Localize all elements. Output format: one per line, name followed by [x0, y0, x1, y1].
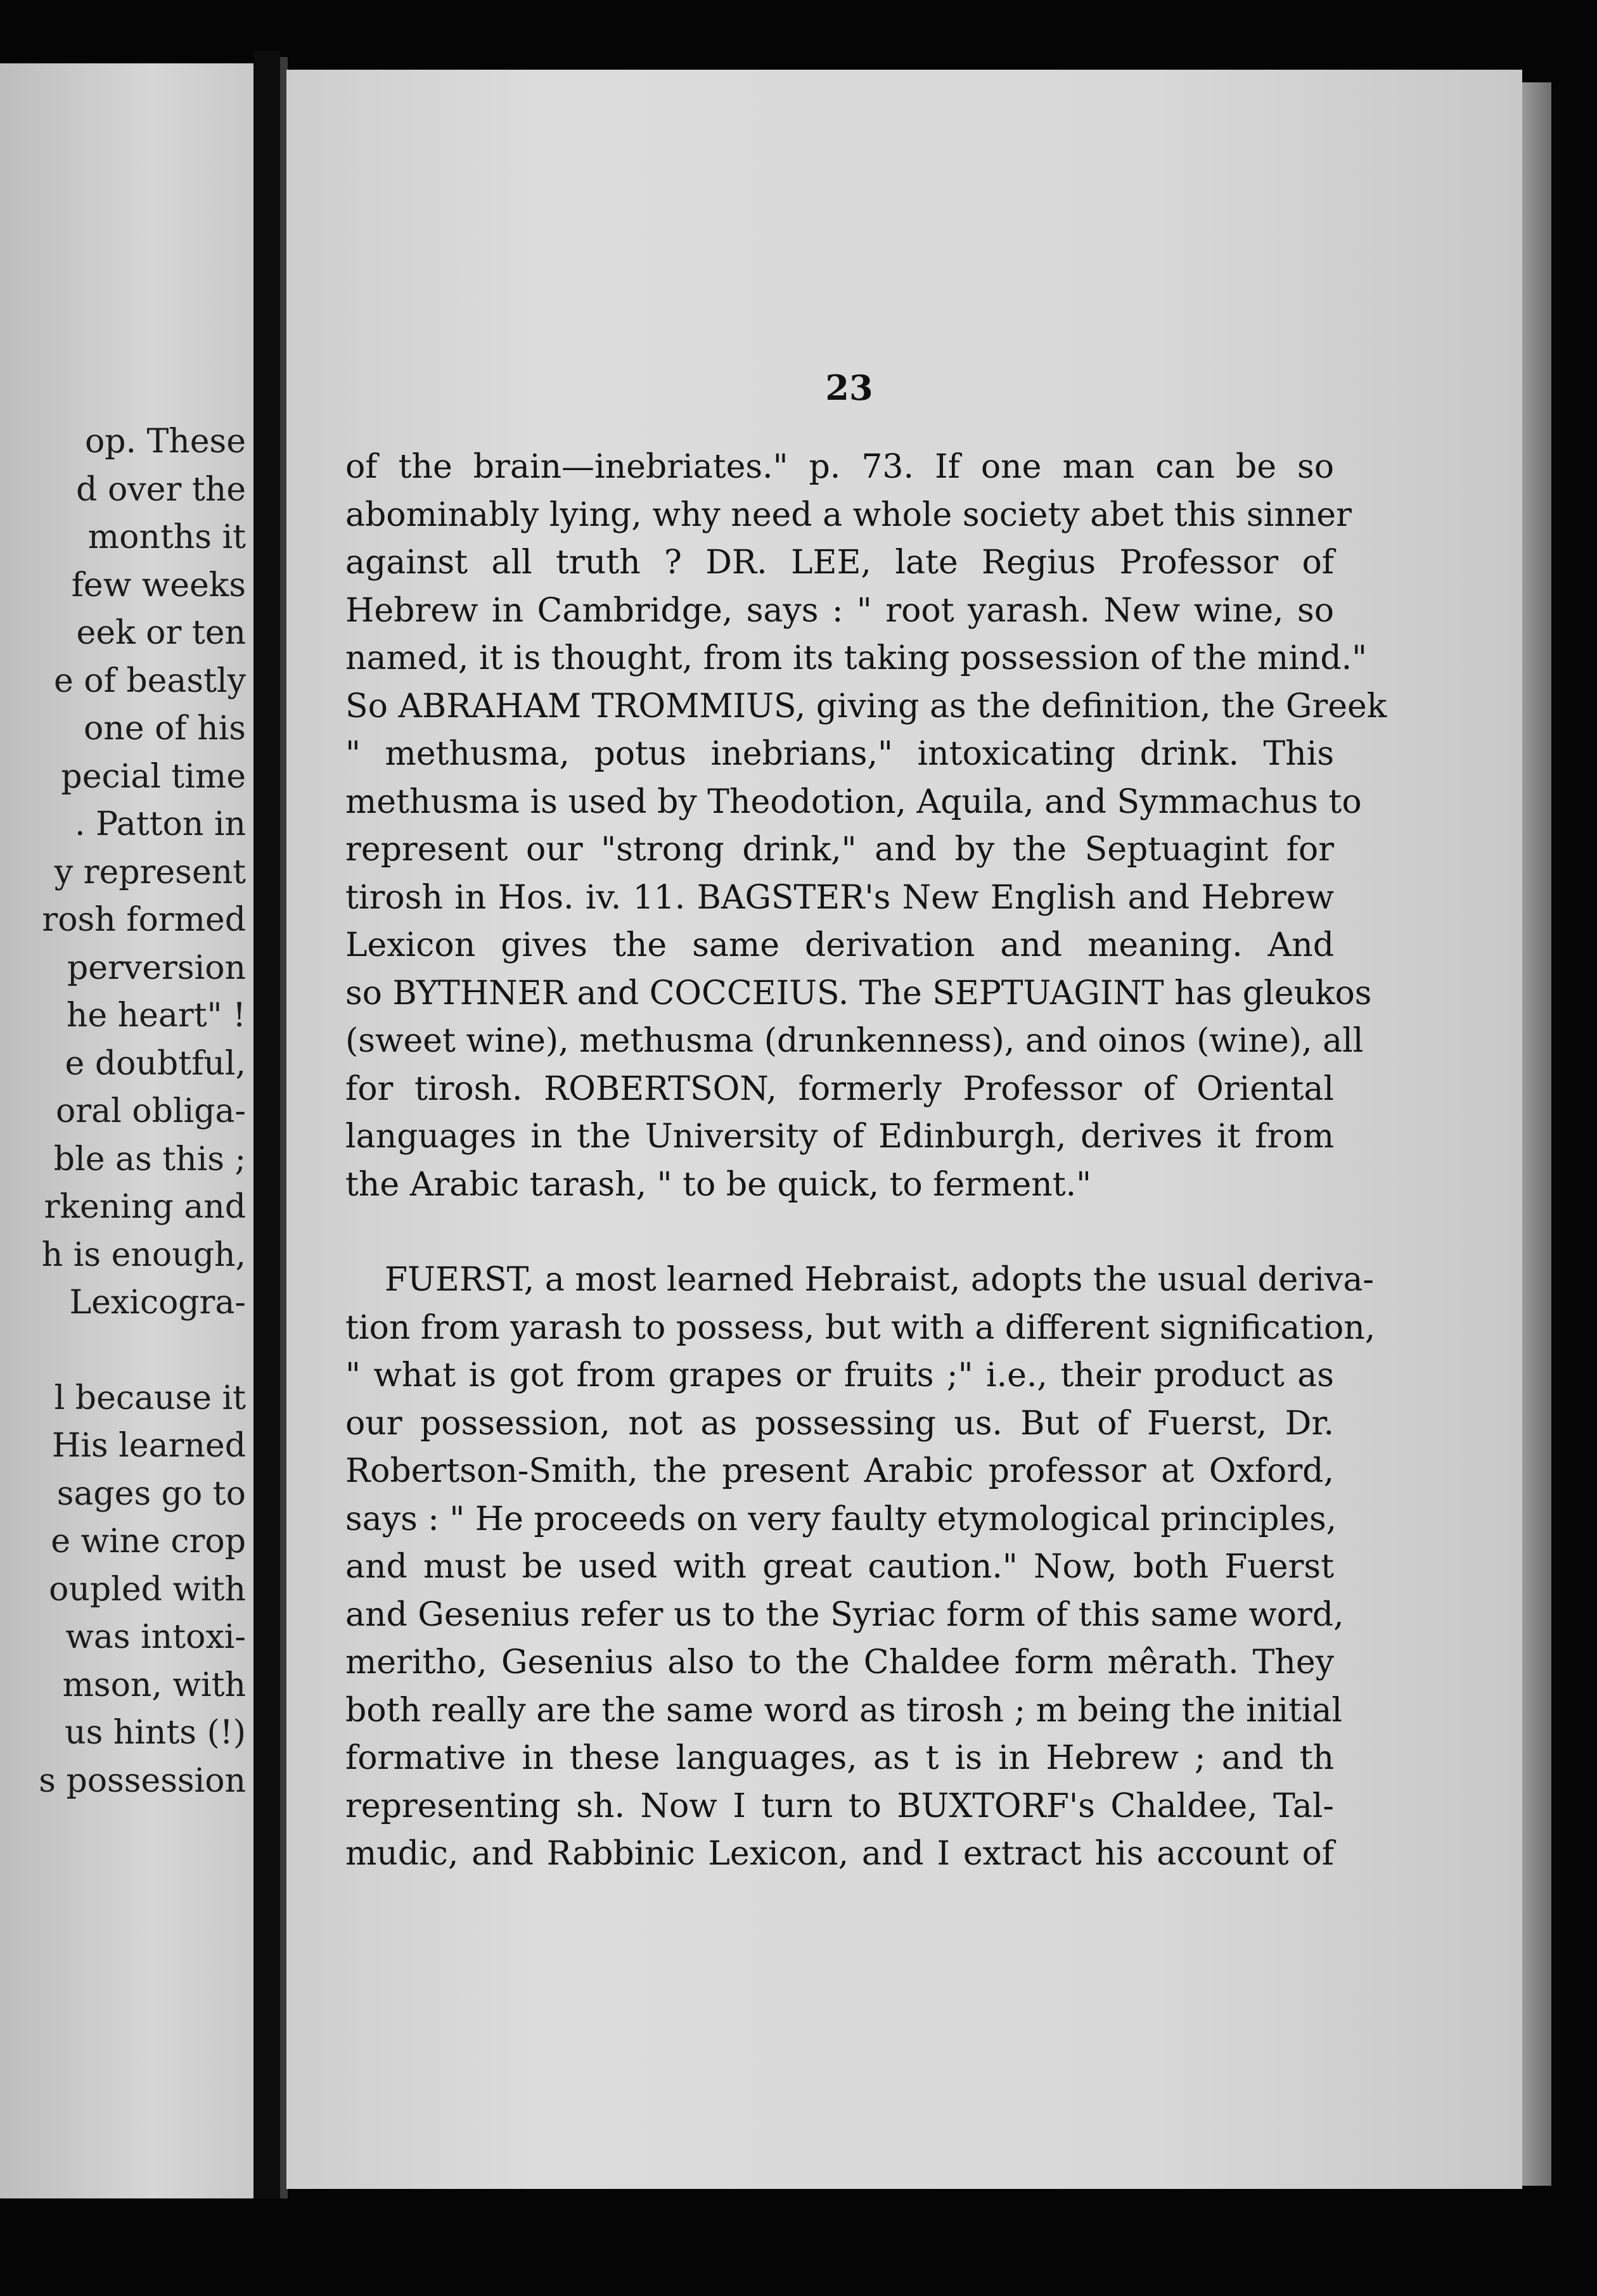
left-line: perversion	[67, 948, 246, 987]
book-spine	[253, 51, 280, 2198]
text-line: says : " He proceeds on very faulty etymological principles,	[345, 1500, 1337, 1538]
text-line: Lexicon gives the same derivation and meaning. And	[345, 926, 1334, 964]
left-line: e doubtful,	[65, 1044, 246, 1083]
left-line: His learned	[51, 1427, 246, 1465]
page-number: 23	[825, 367, 873, 408]
paragraph	[345, 1256, 1376, 1878]
left-line: eek or ten	[76, 614, 246, 652]
left-line: oral obliga-	[55, 1092, 246, 1130]
text-line: methusma is used by Theodotion, Aquila, and Symmachus to	[345, 782, 1362, 821]
text-line: and must be used with great caution." Now, both Fuerst	[345, 1548, 1334, 1586]
left-line: months it	[87, 518, 246, 556]
text-line: against all truth ? DR. LEE, late Regius Professor of	[345, 544, 1334, 582]
left-line: oupled with	[49, 1570, 246, 1609]
left-line: rosh formed	[42, 901, 246, 939]
left-line: mson, with	[62, 1666, 246, 1704]
text-line: both really are the same word as tirosh ; m being the initial	[345, 1691, 1343, 1730]
left-line: pecial time	[61, 757, 246, 796]
left-line: few weeks	[71, 566, 246, 604]
left-line: sages go to	[56, 1474, 246, 1513]
text-line: FUERST, a most learned Hebraist, adopts the usual deriva-	[385, 1261, 1374, 1299]
left-line: was intoxi-	[65, 1618, 246, 1656]
text-line: languages in the University of Edinburgh, derives it from	[345, 1118, 1334, 1156]
text-line: (sweet wine), methusma (drunkenness), and oinos (wine), all	[345, 1022, 1364, 1060]
left-line: s possession	[39, 1761, 246, 1800]
text-line: Hebrew in Cambridge, says : " root yarash. New wine, so	[345, 591, 1334, 630]
text-line: formative in these languages, as t is in Hebrew ; and th	[345, 1739, 1334, 1777]
left-line: he heart" !	[66, 997, 246, 1035]
text-line: of the brain—inebriates." p. 73. If one man can be so	[345, 448, 1334, 486]
left-page	[0, 63, 253, 2198]
left-line: l because it	[54, 1379, 246, 1417]
left-line: Lexicogra-	[69, 1284, 246, 1322]
text-line: tion from yarash to possess, but with a different signification,	[345, 1308, 1376, 1347]
left-line: e of beastly	[53, 661, 246, 700]
paragraph	[345, 443, 1387, 1209]
text-line: abominably lying, why need a whole society abet this sinner	[345, 495, 1352, 534]
left-line: d over the	[76, 470, 246, 509]
text-line: and Gesenius refer us to the Syriac form of this same word,	[345, 1595, 1344, 1634]
left-line-gap	[0, 1327, 246, 1375]
text-line: meritho, Gesenius also to the Chaldee form mêrath. They	[345, 1643, 1334, 1681]
left-line: us hints (!)	[65, 1714, 246, 1752]
page-body	[345, 443, 1387, 1878]
right-page-edge	[1522, 82, 1551, 2186]
text-line: " methusma, potus inebrians," intoxicating drink. This	[345, 735, 1334, 773]
text-line: " what is got from grapes or fruits ;" i.e., their product as	[345, 1356, 1334, 1394]
text-line: the Arabic tarash, " to be quick, to ferment."	[345, 1165, 1092, 1204]
text-line: named, it is thought, from its taking possession of the mind."	[345, 639, 1368, 677]
left-line: ble as this ;	[53, 1140, 246, 1178]
left-line: rkening and	[44, 1188, 246, 1226]
left-line: h is enough,	[41, 1235, 246, 1274]
text-line: represent our "strong drink," and by the Septuagint for	[345, 831, 1334, 869]
left-line: . Patton in	[75, 805, 246, 843]
left-line: one of his	[84, 710, 246, 748]
text-line: so BYTHNER and COCCEIUS. The SEPTUAGINT has gleukos	[345, 974, 1372, 1012]
left-line: e wine crop	[51, 1522, 246, 1560]
text-line: Robertson-Smith, the present Arabic professor at Oxford,	[345, 1452, 1334, 1490]
text-line: tirosh in Hos. iv. 11. BAGSTER's New English and Hebrew	[345, 878, 1334, 917]
left-line: op. These	[84, 423, 246, 461]
text-line: So ABRAHAM TROMMIUS, giving as the definition, the Greek	[345, 687, 1387, 725]
text-line: representing sh. Now I turn to BUXTORF's Chaldee, Tal-	[345, 1787, 1334, 1825]
text-line: our possession, not as possessing us. But of Fuerst, Dr.	[345, 1404, 1334, 1443]
left-line: y represent	[54, 853, 246, 891]
left-page-text	[0, 418, 246, 1805]
text-line: for tirosh. ROBERTSON, formerly Professor of Oriental	[345, 1069, 1334, 1108]
text-line: mudic, and Rabbinic Lexicon, and I extract his account of	[345, 1835, 1334, 1873]
paragraph-gap	[345, 1209, 1334, 1256]
